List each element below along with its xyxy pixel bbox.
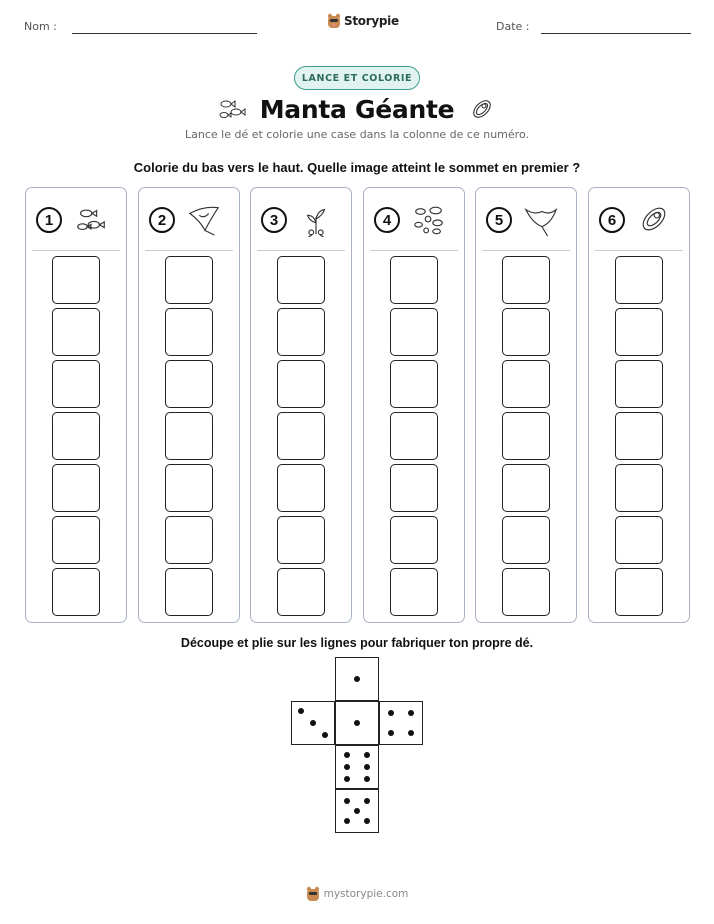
die-face-5 (335, 789, 379, 833)
die-pip (344, 776, 350, 782)
manta-ray-outline-icon (522, 202, 560, 238)
color-cell[interactable] (502, 256, 550, 304)
date-line[interactable] (541, 33, 691, 34)
color-cell[interactable] (52, 464, 100, 512)
die-face-1 (335, 657, 379, 701)
footer (0, 886, 714, 902)
column-number: 4 (374, 207, 400, 233)
color-cell[interactable] (165, 516, 213, 564)
color-cell[interactable] (502, 568, 550, 616)
color-cell[interactable] (277, 256, 325, 304)
die-face-4 (379, 701, 423, 745)
color-cell[interactable] (615, 256, 663, 304)
die-pip (344, 818, 350, 824)
cell-stack (26, 256, 126, 616)
column-divider (482, 250, 570, 251)
cell-stack (476, 256, 576, 616)
dice-column-2 (138, 187, 240, 623)
die-pip (364, 776, 370, 782)
color-cell[interactable] (277, 308, 325, 356)
die-pip (388, 730, 394, 736)
color-cell[interactable] (390, 308, 438, 356)
color-cell[interactable] (502, 308, 550, 356)
brand-name: Storypie (344, 14, 399, 28)
microbe-icon (468, 97, 496, 121)
title-row (0, 92, 714, 126)
column-header (599, 202, 673, 238)
cell-stack (139, 256, 239, 616)
column-header (149, 202, 223, 238)
column-number: 5 (486, 207, 512, 233)
color-cell[interactable] (615, 516, 663, 564)
name-label: Nom : (24, 20, 57, 33)
color-cell[interactable] (502, 464, 550, 512)
color-cell[interactable] (165, 464, 213, 512)
color-cell[interactable] (52, 412, 100, 460)
color-cell[interactable] (52, 256, 100, 304)
dice-column-1 (25, 187, 127, 623)
sea-plant-icon (297, 202, 335, 238)
column-number: 3 (261, 207, 287, 233)
dice-column-5 (475, 187, 577, 623)
color-cell[interactable] (165, 412, 213, 460)
color-cell[interactable] (52, 516, 100, 564)
color-cell[interactable] (390, 516, 438, 564)
die-pip (322, 732, 328, 738)
column-divider (370, 250, 458, 251)
color-cell[interactable] (615, 308, 663, 356)
color-cell[interactable] (277, 516, 325, 564)
cut-instruction: Découpe et plie sur les lignes pour fabriquer ton propre dé. (180, 636, 534, 650)
storypie-logo-icon (306, 886, 320, 902)
activity-badge: LANCE ET COLORIE (294, 66, 420, 90)
color-cell[interactable] (52, 568, 100, 616)
brand (327, 13, 399, 29)
die-pip (364, 764, 370, 770)
date-label: Date : (496, 20, 530, 33)
die-pip (298, 708, 304, 714)
name-line[interactable] (72, 33, 257, 34)
column-header (486, 202, 560, 238)
page-title: Manta Géante (259, 94, 455, 124)
column-number: 1 (36, 207, 62, 233)
column-divider (145, 250, 233, 251)
manta-ray-icon (185, 202, 223, 238)
die-pip (354, 676, 360, 682)
color-cell[interactable] (165, 308, 213, 356)
cell-stack (364, 256, 464, 616)
fish-school-icon (72, 202, 110, 238)
color-cell[interactable] (502, 516, 550, 564)
die-pip (354, 808, 360, 814)
plankton-icon (410, 202, 448, 238)
color-cell[interactable] (165, 256, 213, 304)
color-cell[interactable] (390, 464, 438, 512)
die-pip (344, 798, 350, 804)
fish-school-icon (218, 97, 246, 121)
die-pip (310, 720, 316, 726)
cell-stack (251, 256, 351, 616)
column-header (261, 202, 335, 238)
color-cell[interactable] (277, 412, 325, 460)
die-pip (408, 710, 414, 716)
color-cell[interactable] (277, 360, 325, 408)
storypie-logo-icon (327, 13, 341, 29)
color-cell[interactable] (165, 568, 213, 616)
color-cell[interactable] (502, 412, 550, 460)
color-cell[interactable] (52, 308, 100, 356)
die-face-6 (335, 745, 379, 789)
dice-column-6 (588, 187, 690, 623)
die-pip (408, 730, 414, 736)
die-pip (344, 752, 350, 758)
die-face-3 (291, 701, 335, 745)
cell-stack (589, 256, 689, 616)
column-divider (32, 250, 120, 251)
dice-column-3 (250, 187, 352, 623)
color-cell[interactable] (615, 360, 663, 408)
color-cell[interactable] (165, 360, 213, 408)
column-divider (595, 250, 683, 251)
die-pip (388, 710, 394, 716)
color-cell[interactable] (615, 412, 663, 460)
color-cell[interactable] (615, 464, 663, 512)
footer-url: mystorypie.com (323, 888, 409, 900)
color-cell[interactable] (390, 568, 438, 616)
die-face-1 (335, 701, 379, 745)
die-pip (364, 752, 370, 758)
column-header (36, 202, 110, 238)
color-cell[interactable] (52, 360, 100, 408)
color-cell[interactable] (277, 568, 325, 616)
column-header (374, 202, 448, 238)
color-cell[interactable] (615, 568, 663, 616)
dice-column-4 (363, 187, 465, 623)
die-pip (364, 818, 370, 824)
die-pip (354, 720, 360, 726)
color-cell[interactable] (390, 412, 438, 460)
color-cell[interactable] (390, 256, 438, 304)
column-number: 2 (149, 207, 175, 233)
color-cell[interactable] (502, 360, 550, 408)
instruction-text: Lance le dé et colorie une case dans la colonne de ce numéro. (185, 128, 529, 141)
question-text: Colorie du bas vers le haut. Quelle image atteint le sommet en premier ? (133, 160, 581, 175)
die-pip (344, 764, 350, 770)
color-cell[interactable] (390, 360, 438, 408)
column-divider (257, 250, 345, 251)
microbe-icon (635, 202, 673, 238)
column-number: 6 (599, 207, 625, 233)
die-pip (364, 798, 370, 804)
color-cell[interactable] (277, 464, 325, 512)
